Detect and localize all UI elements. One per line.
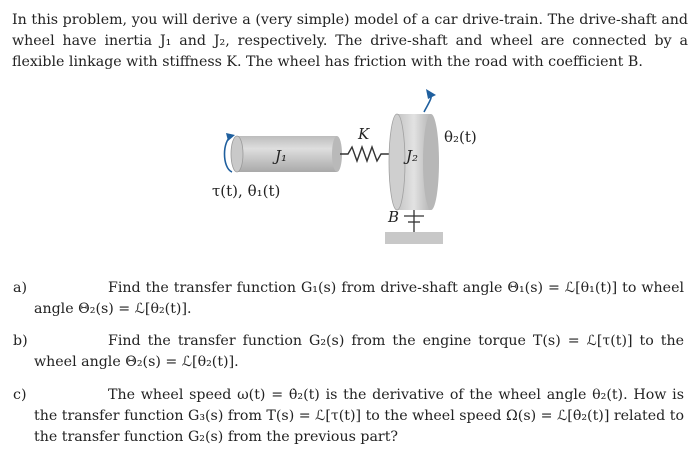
question-c-label: c) (13, 387, 27, 403)
shaft-inertia-label: J₁ (275, 147, 288, 165)
friction-damper-icon (404, 210, 424, 232)
question-a-label: a) (13, 280, 27, 296)
input-torque-angle-label: τ(t), θ₁(t) (212, 182, 281, 200)
wheel-inertia-label: J₂ (406, 147, 419, 165)
wheel-angle-label: θ₂(t) (444, 128, 477, 146)
problem-intro: In this problem, you will derive a (very simple) model of a car drive-train. The drive-shaft and wheel have inertia J₁ and J₂, respectively. The drive-shaft and wheel are connected by a flexible linkage with stiffness K. The wheel has friction with the road with coefficient B. (12, 12, 688, 70)
road-surface (385, 232, 443, 244)
question-b-text: Find the transfer function G₂(s) from the engine torque T(s) = ℒ[τ(t)] to the wheel angle Θ₂(s) = ℒ[θ₂(t)]. (34, 333, 684, 370)
friction-coefficient-label: B (388, 208, 400, 226)
spring-linkage-icon (340, 147, 395, 161)
wheel-arrowhead-icon (426, 89, 436, 99)
question-a-text: Find the transfer function G₁(s) from drive-shaft angle Θ₁(s) = ℒ[θ₁(t)] to wheel angle Θ₂(s) = ℒ[θ₂(t)]. (34, 280, 684, 317)
question-c-text: The wheel speed ω(t) = θ̇₂(t) is the derivative of the wheel angle θ₂(t). How is the transfer function G₃(s) from T(s) = ℒ[τ(t)] to the wheel speed Ω(s) = ℒ[θ̇₂(t)] related to the transfer function G₂(s) from the previous part? (34, 387, 684, 445)
spring-stiffness-label: K (358, 125, 370, 143)
question-b-label: b) (13, 333, 28, 349)
